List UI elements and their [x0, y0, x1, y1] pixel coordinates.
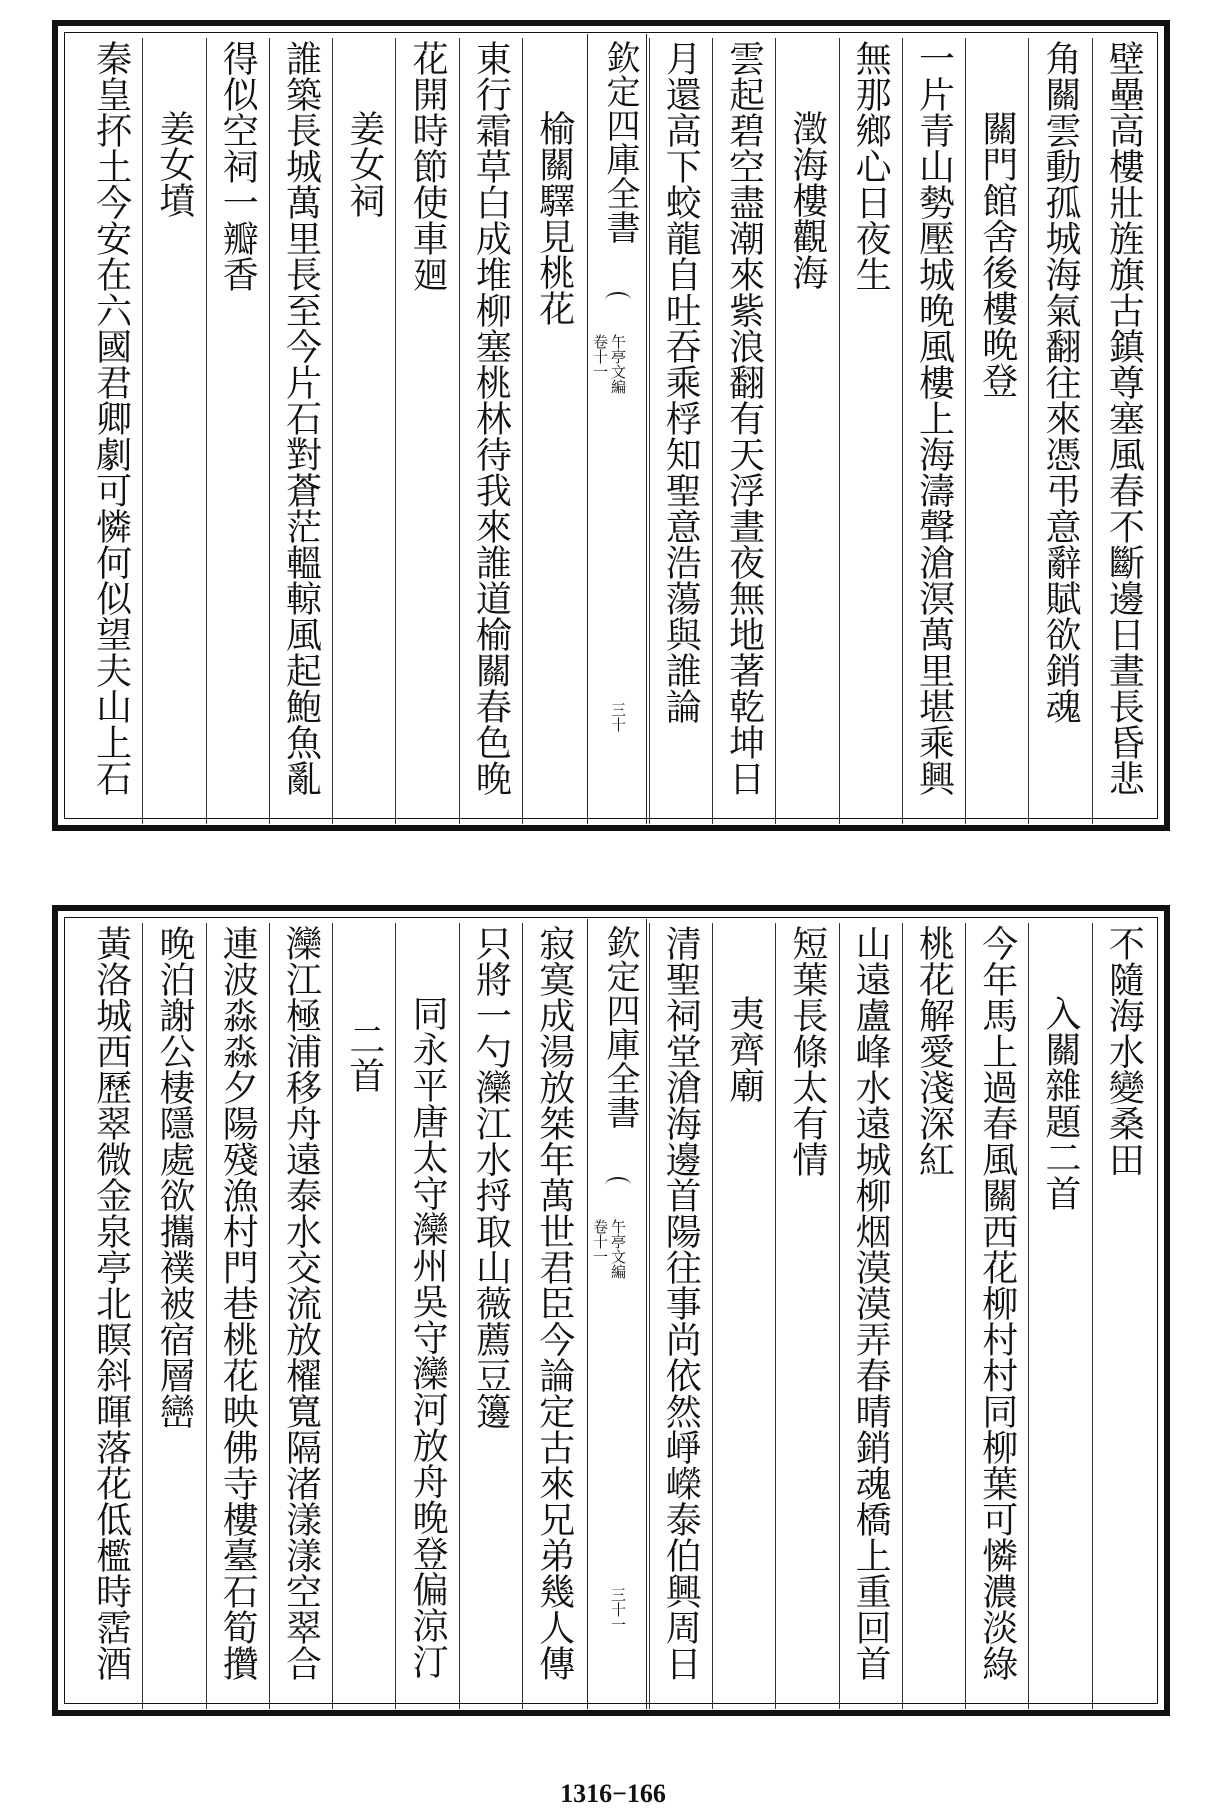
column-text: 連波淼淼夕陽殘漁村門巷桃花映佛寺樓臺石筍攢: [217, 925, 259, 1681]
poem-subtitle-column: [334, 925, 394, 1705]
column-rule: [775, 38, 776, 824]
column-rule: [142, 38, 143, 824]
column-rule: [712, 38, 713, 824]
verse-column: [903, 925, 963, 1705]
center-margin-column: [587, 34, 647, 824]
verse-column: [650, 925, 710, 1705]
column-text: 黃洛城西歷翠微金泉亭北瞑斜暉落花低檻時霑酒: [90, 925, 132, 1681]
verse-column: [271, 40, 331, 820]
column-text: 只將一勺灤江水捋取山薇薦豆籩: [470, 925, 512, 1429]
verse-column: [1093, 40, 1153, 820]
column-rule: [649, 38, 650, 824]
column-rule: [965, 38, 966, 824]
column-rule: [332, 923, 333, 1709]
verse-column: [460, 925, 520, 1705]
column-rule: [1092, 38, 1093, 824]
book-title: 欽定四庫全書: [600, 925, 640, 1129]
column-rule: [902, 38, 903, 824]
column-rule: [1092, 923, 1093, 1709]
verse-column: [524, 925, 584, 1705]
poem-title-column: [144, 40, 204, 820]
leaf-number: 三十一: [609, 1587, 627, 1632]
verse-column: [1093, 925, 1153, 1705]
poem-title-column: [397, 925, 457, 1705]
center-margin-column: [587, 919, 647, 1709]
volume-number: 卷十一: [591, 334, 609, 379]
column-text: 夷齊廟: [723, 995, 765, 1103]
column-text: 壁壘高樓壯旌旗古鎮尊塞風春不斷邊日晝長昏悲: [1103, 40, 1145, 796]
column-text: 二首: [343, 1021, 385, 1093]
verse-column: [81, 40, 141, 820]
column-rule: [902, 923, 903, 1709]
poem-title-column: [334, 40, 394, 820]
fish-tail-ornament: [605, 1177, 631, 1193]
column-text: 晚泊謝公棲隱處欲攜襆被宿層巒: [153, 925, 195, 1429]
verse-column: [903, 40, 963, 820]
column-text: 無那鄉心日夜生: [850, 40, 892, 292]
poem-title-column: [967, 40, 1027, 820]
poem-title-column: [714, 925, 774, 1705]
column-rule: [522, 923, 523, 1709]
verse-column: [650, 40, 710, 820]
column-text: 誰築長城萬里長至今片石對蒼茫轀輬風起鮑魚亂: [280, 40, 322, 796]
column-rule: [395, 38, 396, 824]
column-rule: [269, 38, 270, 824]
column-rule: [1028, 923, 1029, 1709]
column-rule: [206, 38, 207, 824]
column-text: 東行霜草白成堆柳塞桃林待我來誰道榆關春色晚: [470, 40, 512, 796]
column-text: 關門館舍後樓晚登: [976, 110, 1018, 398]
column-rule: [522, 38, 523, 824]
column-text: 澂海樓觀海: [786, 110, 828, 290]
column-text: 灤江極浦移舟遠泰水交流放櫂寬隔渚漾漾空翠合: [280, 925, 322, 1681]
column-rule: [206, 923, 207, 1709]
poem-title-column: [524, 40, 584, 820]
verse-column: [1030, 40, 1090, 820]
column-rule: [459, 923, 460, 1709]
verse-column: [840, 40, 900, 820]
column-text: 得似空祠一瓣香: [217, 40, 259, 292]
column-text: 雲起碧空盡潮來紫浪翻有天浮晝夜無地著乾坤日: [723, 40, 765, 796]
verse-column: [460, 40, 520, 820]
verse-column: [840, 925, 900, 1705]
verse-column: [207, 40, 267, 820]
page-number: 1316−166: [560, 1779, 666, 1808]
column-text: 寂寞成湯放桀年萬世君臣今論定古來兄弟幾人傳: [533, 925, 575, 1681]
verse-column: [714, 40, 774, 820]
column-text: 入關雜題二首: [1040, 995, 1082, 1211]
column-rule: [775, 923, 776, 1709]
bottom-page: [52, 905, 1170, 1716]
column-text: 月還高下蛟龍自吐吞乘桴知聖意浩蕩與誰論: [660, 40, 702, 724]
column-text: 不隨海水變桑田: [1103, 925, 1145, 1177]
column-text: 榆關驛見桃花: [533, 110, 575, 326]
column-text: 姜女祠: [343, 110, 385, 218]
column-rule: [712, 923, 713, 1709]
column-rule: [269, 923, 270, 1709]
column-rule: [459, 38, 460, 824]
column-text: 清聖祠堂滄海邊首陽往事尚依然崢嶸泰伯興周日: [660, 925, 702, 1681]
fish-tail-ornament: [605, 292, 631, 308]
poem-title-column: [777, 40, 837, 820]
leaf-number: 三十: [609, 702, 627, 732]
column-text: 秦皇抔土今安在六國君卿劇可憐何似望夫山上石: [90, 40, 132, 796]
volume-number: 卷十一: [591, 1219, 609, 1264]
column-rule: [1028, 38, 1029, 824]
column-text: 角關雲動孤城海氣翻往來憑弔意辭賦欲銷魂: [1040, 40, 1082, 724]
column-text: 今年馬上過春風關西花柳村村同柳葉可憐濃淡綠: [976, 925, 1018, 1681]
poem-title-column: [1030, 925, 1090, 1705]
column-text: 姜女墳: [153, 110, 195, 218]
work-title: 午亭文編: [609, 334, 627, 394]
column-text: 山遠盧峰水遠城柳烟漠漠弄春晴銷魂橋上重回首: [850, 925, 892, 1681]
verse-column: [81, 925, 141, 1705]
top-page: [52, 20, 1170, 831]
column-text: 花開時節使車廻: [407, 40, 449, 292]
verse-column: [777, 925, 837, 1705]
column-rule: [649, 923, 650, 1709]
work-title: 午亭文編: [609, 1219, 627, 1279]
column-text: 一片青山勢壓城晚風樓上海濤聲滄溟萬里堪乘興: [913, 40, 955, 796]
column-rule: [395, 923, 396, 1709]
verse-column: [207, 925, 267, 1705]
verse-column: [397, 40, 457, 820]
verse-column: [967, 925, 1027, 1705]
book-title: 欽定四庫全書: [600, 40, 640, 244]
column-text: 桃花解愛淺深紅: [913, 925, 955, 1177]
verse-column: [144, 925, 204, 1705]
verse-column: [271, 925, 331, 1705]
column-text: 同永平唐太守灤州吳守灤河放舟晚登偏涼汀: [407, 995, 449, 1679]
column-rule: [839, 38, 840, 824]
column-rule: [839, 923, 840, 1709]
column-rule: [332, 38, 333, 824]
column-rule: [142, 923, 143, 1709]
column-text: 短葉長條太有情: [786, 925, 828, 1177]
column-rule: [965, 923, 966, 1709]
